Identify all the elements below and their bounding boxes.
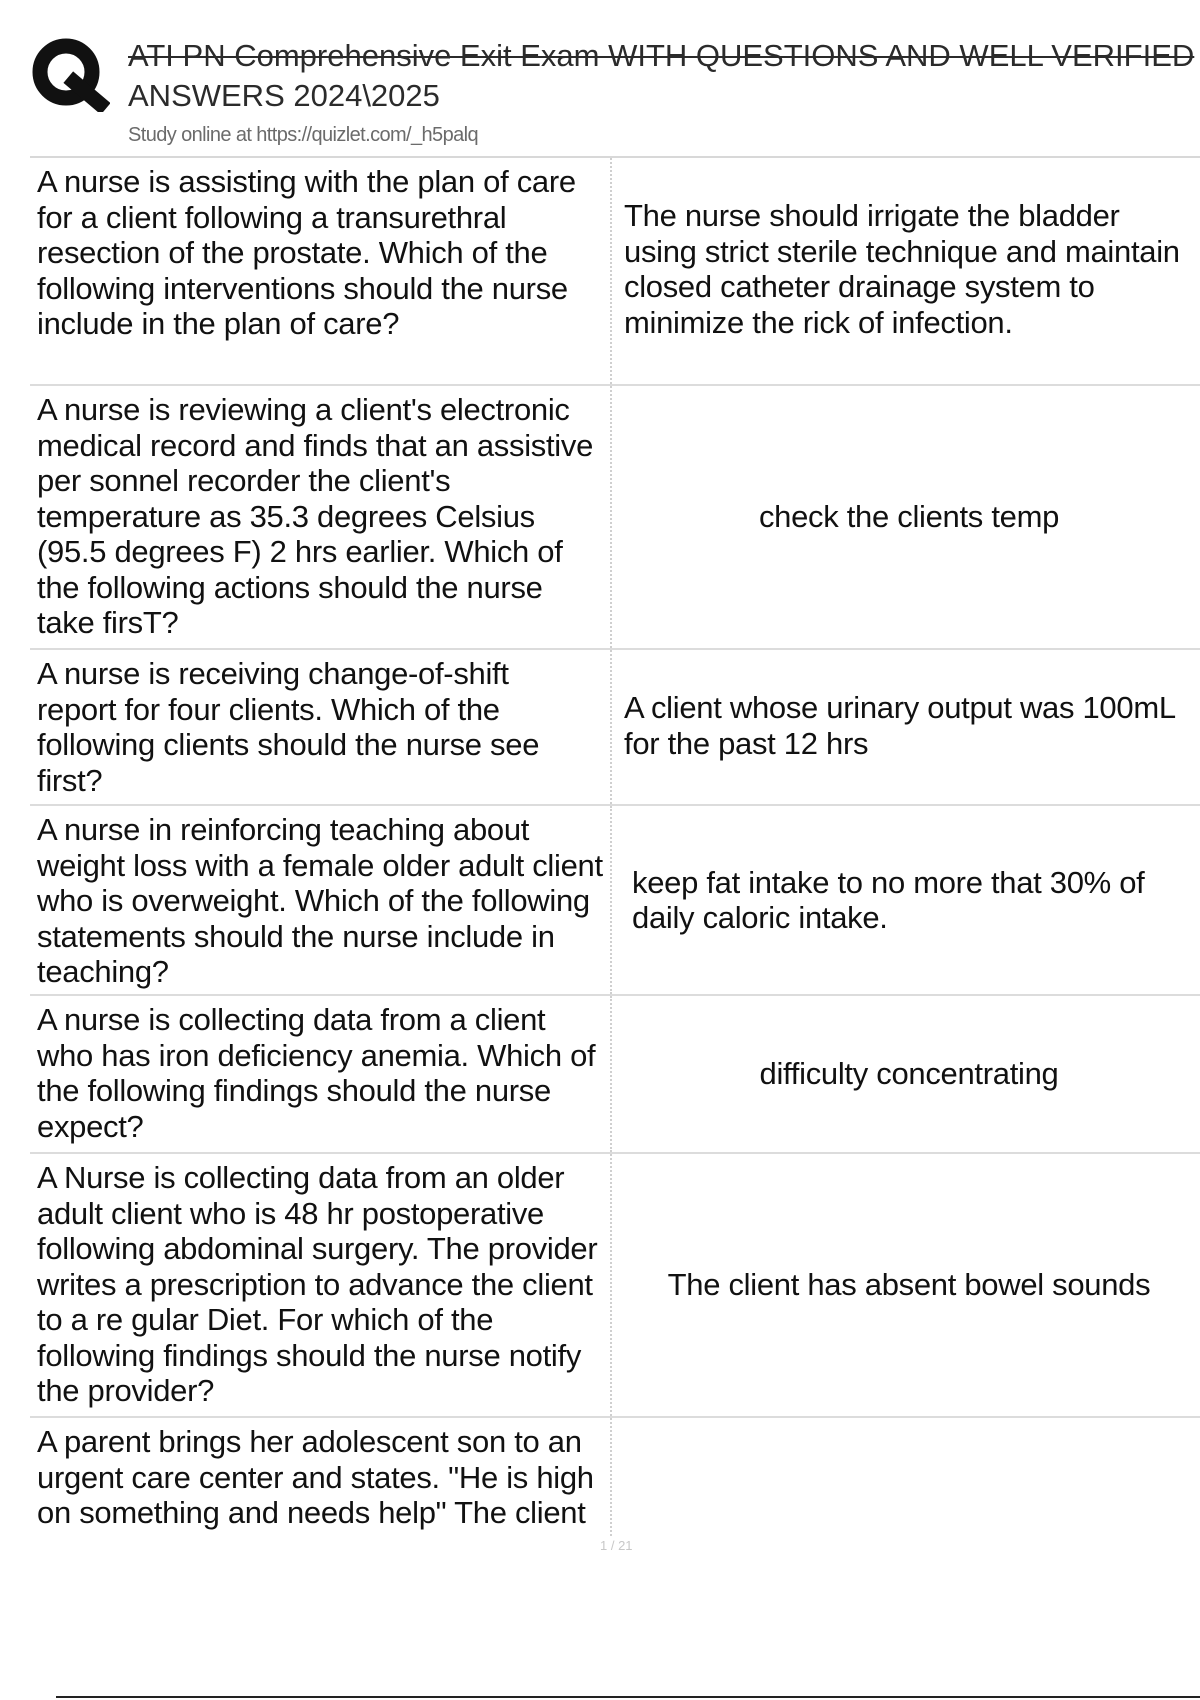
flashcard-list [30, 158, 1200, 1536]
flashcard-term: A parent brings her adolescent son to an urgent care center and states. "He is high on something and needs help" The client [30, 1418, 612, 1536]
flashcard-term: A nurse in reinforcing teaching about weight loss with a female older adult client who is overweight. Which of the following statements should the nurse include in teaching? [30, 806, 612, 994]
flashcard-definition [612, 1418, 1200, 1536]
flashcard-definition-text: A client whose urinary output was 100mL for the past 12 hrs [624, 690, 1175, 761]
flashcard-definition [612, 158, 1200, 384]
flashcard [30, 386, 1200, 650]
flashcard [30, 158, 1200, 386]
flashcard [30, 1154, 1200, 1418]
page-number: 1 / 21 [600, 1538, 633, 1553]
flashcard-definition-text: The nurse should irrigate the bladder using strict sterile technique and maintain closed catheter drainage system to minimize the rick of infection. [624, 198, 1180, 340]
flashcard-definition [612, 806, 1200, 994]
flashcard-definition-text: difficulty concentrating [759, 1056, 1059, 1092]
flashcard-definition-text: check the clients temp [758, 499, 1060, 535]
flashcard-definition [612, 386, 1200, 648]
flashcard-term: A nurse is receiving change-of-shift report for four clients. Which of the following clients should the nurse see first? [30, 650, 612, 804]
flashcard-term: A Nurse is collecting data from an older adult client who is 48 hr postoperative following abdominal surgery. The provider writes a prescription to advance the client to a re gular Diet. For which of the following findings should the nurse notify the provider? [30, 1154, 612, 1416]
flashcard-definition-text: The client has absent bowel sounds [667, 1267, 1151, 1303]
flashcard-term: A nurse is assisting with the plan of care for a client following a transurethral resection of the prostate. Which of the following interventions should the nurse include in the plan of care? [30, 158, 612, 384]
document-header [30, 32, 1200, 150]
footer-divider [56, 1696, 1200, 1698]
flashcard-definition [612, 650, 1200, 804]
flashcard [30, 650, 1200, 806]
flashcard-term: A nurse is reviewing a client's electronic medical record and finds that an assistive per sonnel recorder the client's temperature as 35.3 degrees Celsius (95.5 degrees F) 2 hrs earlier. Which of the following actions should the nurse take firsT? [30, 386, 612, 648]
flashcard [30, 1418, 1200, 1536]
flashcard [30, 996, 1200, 1154]
quizlet-q-logo-icon [30, 32, 110, 112]
document-title-line-1: ATI PN Comprehensive Exit Exam WITH QUESTIONS AND WELL VERIFIED [128, 38, 1195, 73]
flashcard-definition [612, 1154, 1200, 1416]
flashcard-definition [612, 996, 1200, 1152]
study-online-link[interactable]: Study online at https://quizlet.com/_h5palq [128, 124, 478, 146]
flashcard [30, 806, 1200, 996]
flashcard-term: A nurse is collecting data from a client who has iron deficiency anemia. Which of the following findings should the nurse expect? [30, 996, 612, 1152]
document-title-line-2: ANSWERS 2024\2025 [128, 78, 440, 113]
flashcard-definition-text: keep fat intake to no more that 30% of daily caloric intake. [632, 864, 1145, 935]
